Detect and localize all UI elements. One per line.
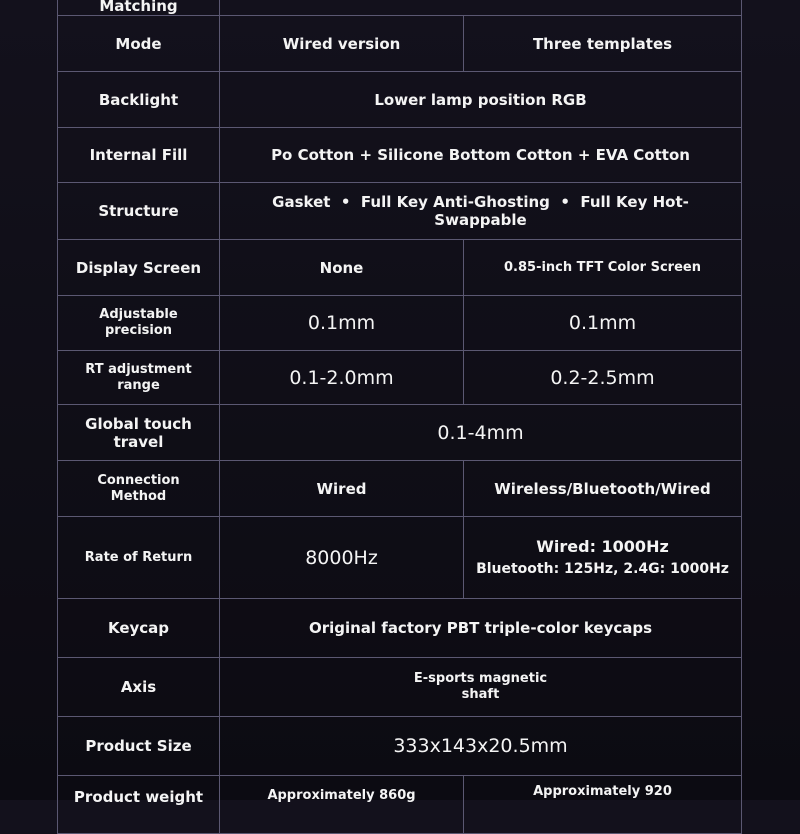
spec-label-display-screen: Display Screen xyxy=(58,240,220,296)
spec-label-product-weight: Product weight xyxy=(58,776,220,834)
spec-value-internal-fill: Po Cotton + Silicone Bottom Cotton + EVA Cotton xyxy=(220,128,742,183)
spec-value-return-three xyxy=(464,517,742,599)
rt-label-line-1: RT adjustment xyxy=(85,361,192,377)
spec-row-internal-fill xyxy=(58,128,742,183)
precision-label-line-2: precision xyxy=(104,323,173,338)
axis-line-1: E-sports magnetic xyxy=(413,671,548,686)
spec-value-display-wired: None xyxy=(220,240,464,296)
spec-row-global-travel xyxy=(58,405,742,461)
spec-value-precision-three: 0.1mm xyxy=(464,296,742,351)
connection-label-line-2: Method xyxy=(110,488,167,504)
spec-label-internal-fill: Internal Fill xyxy=(58,128,220,183)
spec-value-rt-wired: 0.1-2.0mm xyxy=(220,351,464,405)
structure-line-2: Swappable xyxy=(434,211,527,229)
spec-label-axis: Axis xyxy=(58,658,220,717)
spec-row-return-rate xyxy=(58,517,742,599)
spec-value-return-wired: 8000Hz xyxy=(220,517,464,599)
spec-row-backlight xyxy=(58,72,742,128)
spec-row-keycap xyxy=(58,599,742,658)
spec-value-product-size: 333x143x20.5mm xyxy=(220,717,742,776)
spec-value-matching xyxy=(220,0,742,16)
spec-label-product-size: Product Size xyxy=(58,717,220,776)
spec-row-product-weight xyxy=(58,776,742,834)
spec-row-adjustable-precision xyxy=(58,296,742,351)
spec-label-return-rate: Rate of Return xyxy=(58,517,220,599)
spec-row-connection xyxy=(58,461,742,517)
spec-value-display-three: 0.85-inch TFT Color Screen xyxy=(464,240,742,296)
spec-label-mode: Mode xyxy=(58,16,220,72)
spec-value-connection-three: Wireless/Bluetooth/Wired xyxy=(464,461,742,517)
spec-row-mode xyxy=(58,16,742,72)
spec-row-rt-range xyxy=(58,351,742,405)
spec-label-keycap: Keycap xyxy=(58,599,220,658)
spec-row-product-size xyxy=(58,717,742,776)
spec-value-global-travel: 0.1-4mm xyxy=(220,405,742,461)
spec-value-structure xyxy=(220,183,742,240)
spec-label-structure: Structure xyxy=(58,183,220,240)
axis-line-2: shaft xyxy=(461,687,500,702)
spec-value-mode-wired: Wired version xyxy=(220,16,464,72)
return-three-line-2: Bluetooth: 125Hz, 2.4G: 1000Hz xyxy=(476,560,729,577)
spec-value-keycap: Original factory PBT triple-color keycaps xyxy=(220,599,742,658)
spec-value-connection-wired: Wired xyxy=(220,461,464,517)
rt-label-line-2: range xyxy=(117,377,160,393)
spec-label-matching: Matching xyxy=(58,0,220,16)
spec-label-backlight: Backlight xyxy=(58,72,220,128)
precision-label-line-1: Adjustable xyxy=(99,307,178,322)
spec-value-mode-three: Three templates xyxy=(464,16,742,72)
spec-label-rt-range xyxy=(58,351,220,405)
spec-table xyxy=(57,0,742,834)
spec-label-connection xyxy=(58,461,220,517)
spec-label-adjustable-precision xyxy=(58,296,220,351)
spec-label-global-travel: Global touch travel xyxy=(58,405,220,461)
spec-value-backlight: Lower lamp position RGB xyxy=(220,72,742,128)
spec-value-weight-wired: Approximately 860g xyxy=(220,776,464,834)
spec-row-axis xyxy=(58,658,742,717)
spec-value-rt-three: 0.2-2.5mm xyxy=(464,351,742,405)
connection-label-line-1: Connection xyxy=(97,472,180,488)
spec-row-structure xyxy=(58,183,742,240)
spec-value-weight-three: Approximately 920 xyxy=(464,776,742,834)
return-three-line-1: Wired: 1000Hz xyxy=(536,536,669,556)
spec-row-display-screen xyxy=(58,240,742,296)
structure-line-1: Gasket • Full Key Anti-Ghosting • Full Key Hot- xyxy=(272,193,689,211)
spec-value-axis xyxy=(220,658,742,717)
spec-value-precision-wired: 0.1mm xyxy=(220,296,464,351)
spec-row-matching xyxy=(58,0,742,16)
